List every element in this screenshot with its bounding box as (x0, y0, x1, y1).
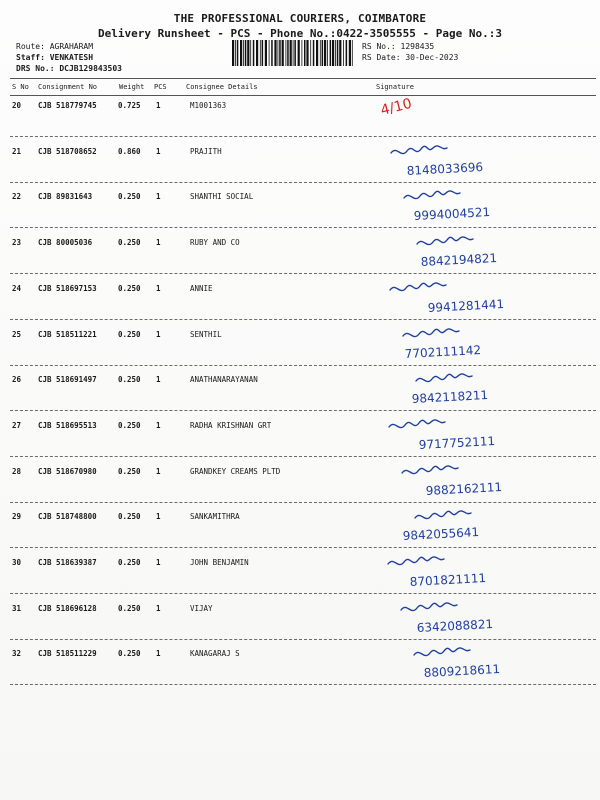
signature-scribble (391, 146, 447, 154)
row-weight: 0.250 (118, 420, 141, 430)
row-pieces: 1 (156, 283, 161, 293)
row-pieces: 1 (156, 649, 161, 659)
row-divider (10, 182, 596, 183)
row-serial-number: 28 (12, 466, 22, 476)
handwritten-phone-number: 9882162111 (425, 479, 503, 498)
row-divider (10, 684, 596, 685)
row-consignee: ANATHANARAYANAN (190, 375, 258, 385)
column-header-consignment: Consignment No (38, 83, 98, 91)
handwritten-phone-number: 9941281441 (427, 296, 505, 315)
row-consignment-number: CJB 518511221 (38, 329, 97, 339)
row-pieces: 1 (156, 146, 161, 156)
handwritten-phone-number: 9994004521 (413, 205, 491, 224)
signature-scribble (389, 420, 445, 428)
handwritten-phone-number: 6342088821 (416, 616, 494, 635)
drs-number: DRS No.: DCJB129843503 (16, 64, 122, 73)
row-weight: 0.860 (118, 146, 141, 156)
row-consignee: PRAJITH (190, 146, 222, 156)
row-pieces: 1 (156, 558, 161, 567)
row-pieces: 1 (156, 466, 161, 476)
row-consignment-number: CJB 89831643 (38, 192, 93, 202)
row-consignee: RUBY AND CO (190, 238, 240, 248)
row-serial-number: 22 (12, 192, 22, 202)
handwritten-signature (360, 322, 600, 366)
route-label: Route: AGRAHARAM (16, 42, 94, 51)
row-serial-number: 27 (12, 420, 22, 430)
signature-scribble (388, 557, 444, 565)
row-divider (10, 593, 596, 594)
handwritten-signature (360, 184, 600, 228)
row-weight: 0.250 (118, 649, 141, 659)
barcode-image (232, 40, 356, 66)
handwritten-signature (360, 230, 600, 274)
row-serial-number: 20 (12, 101, 22, 110)
row-pieces: 1 (156, 603, 161, 613)
row-weight: 0.250 (118, 283, 141, 293)
handwritten-phone-number: 8148033696 (406, 159, 484, 178)
handwritten-phone-number: 9717752111 (418, 433, 496, 452)
signature-scribble (416, 374, 472, 382)
row-consignment-number: CJB 518639387 (38, 558, 97, 567)
column-header-weight: Weight (119, 83, 145, 91)
handwritten-phone-number: 8701821111 (409, 571, 487, 589)
row-weight: 0.725 (118, 101, 141, 110)
row-divider (10, 365, 596, 366)
handwritten-signature (360, 550, 600, 594)
column-header-consignee: Consignee Details (186, 83, 258, 91)
column-header-signature: Signature (376, 83, 414, 91)
row-consignment-number: CJB 518697153 (38, 283, 97, 293)
staff-label: Staff: VENKATESH (16, 53, 94, 62)
company-title: THE PROFESSIONAL COURIERS, COIMBATORE (173, 12, 427, 25)
row-pieces: 1 (156, 375, 161, 385)
row-consignment-number: CJB 518691497 (38, 375, 97, 385)
row-serial-number: 32 (12, 649, 22, 659)
row-consignee: SHANTHI SOCIAL (190, 192, 254, 202)
row-pieces: 1 (156, 238, 161, 248)
row-divider (10, 502, 596, 503)
row-serial-number: 23 (12, 238, 22, 248)
row-pieces: 1 (156, 420, 161, 430)
row-serial-number: 25 (12, 329, 22, 339)
signature-scribble (414, 648, 470, 656)
row-pieces: 1 (156, 329, 161, 339)
row-weight: 0.250 (118, 238, 141, 248)
row-divider (10, 547, 596, 548)
row-consignee: GRANDKEY CREAMS PLTD (190, 466, 281, 476)
row-consignment-number: CJB 518708652 (38, 146, 97, 156)
handwritten-signature (360, 413, 600, 457)
row-divider (10, 273, 596, 274)
row-consignment-number: CJB 518696128 (38, 603, 97, 613)
rs-number: RS No.: 1298435 (362, 42, 435, 51)
row-weight: 0.250 (118, 603, 141, 613)
row-divider (10, 456, 596, 457)
row-serial-number: 31 (12, 603, 22, 613)
handwritten-signature (360, 367, 600, 411)
signature-scribble (417, 237, 473, 245)
row-consignee: KANAGARAJ S (190, 649, 240, 659)
row-consignment-number: CJB 518779745 (38, 101, 97, 110)
row-serial-number: 26 (12, 375, 22, 385)
row-pieces: 1 (156, 512, 161, 522)
signature-scribble (390, 283, 446, 291)
column-header-pcs: PCS (154, 83, 167, 91)
row-weight: 0.250 (118, 192, 141, 202)
header-divider-top (10, 78, 596, 79)
row-serial-number: 30 (12, 558, 22, 567)
row-consignment-number: CJB 518695513 (38, 420, 97, 430)
row-consignee: SENTHIL (190, 329, 222, 339)
row-consignee: SANKAMITHRA (190, 512, 240, 522)
handwritten-signature (360, 641, 600, 685)
row-consignee: M1001363 (190, 101, 227, 110)
handwritten-phone-number: 9842118211 (411, 388, 489, 407)
row-divider (10, 639, 596, 640)
row-divider (10, 410, 596, 411)
signature-scribble (415, 511, 471, 519)
row-serial-number: 24 (12, 283, 22, 293)
handwritten-signature (360, 93, 600, 137)
signature-scribble (402, 465, 458, 473)
column-header-sno: S No (12, 83, 29, 91)
rs-date: RS Date: 30-Dec-2023 (362, 53, 459, 62)
runsheet-subtitle: Delivery Runsheet - PCS - Phone No.:0422-3505555 - Page No.:3 (98, 27, 502, 40)
handwritten-signature (360, 276, 600, 320)
row-consignee: JOHN BENJAMIN (190, 558, 249, 567)
row-weight: 0.250 (118, 558, 141, 567)
signature-scribble (404, 191, 460, 199)
row-consignment-number: CJB 80005036 (38, 238, 93, 248)
row-consignment-number: CJB 518511229 (38, 649, 97, 659)
signature-scribble (403, 328, 459, 336)
row-consignment-number: CJB 518748800 (38, 512, 97, 522)
handwritten-signature (360, 596, 600, 640)
handwritten-mark: 4/10 (379, 95, 414, 119)
row-divider (10, 319, 596, 320)
handwritten-signature (360, 504, 600, 548)
handwritten-phone-number: 9842055641 (402, 525, 480, 544)
row-serial-number: 29 (12, 512, 22, 522)
row-consignee: ANNIE (190, 283, 213, 293)
row-pieces: 1 (156, 192, 161, 202)
row-consignee: RADHA KRISHNAN GRT (190, 420, 272, 430)
row-divider (10, 227, 596, 228)
row-serial-number: 21 (12, 146, 22, 156)
handwritten-phone-number: 7702111142 (404, 342, 482, 361)
signature-scribble (401, 603, 457, 611)
row-divider (10, 136, 596, 137)
row-weight: 0.250 (118, 375, 141, 385)
handwritten-phone-number: 8842194821 (420, 251, 498, 270)
row-consignee: VIJAY (190, 603, 213, 613)
row-consignment-number: CJB 518670980 (38, 466, 97, 476)
handwritten-phone-number: 8809218611 (423, 662, 501, 681)
handwritten-signature (360, 459, 600, 503)
row-weight: 0.250 (118, 329, 141, 339)
row-weight: 0.250 (118, 466, 141, 476)
handwritten-signature (360, 139, 600, 183)
row-pieces: 1 (156, 101, 161, 110)
row-weight: 0.250 (118, 512, 141, 522)
